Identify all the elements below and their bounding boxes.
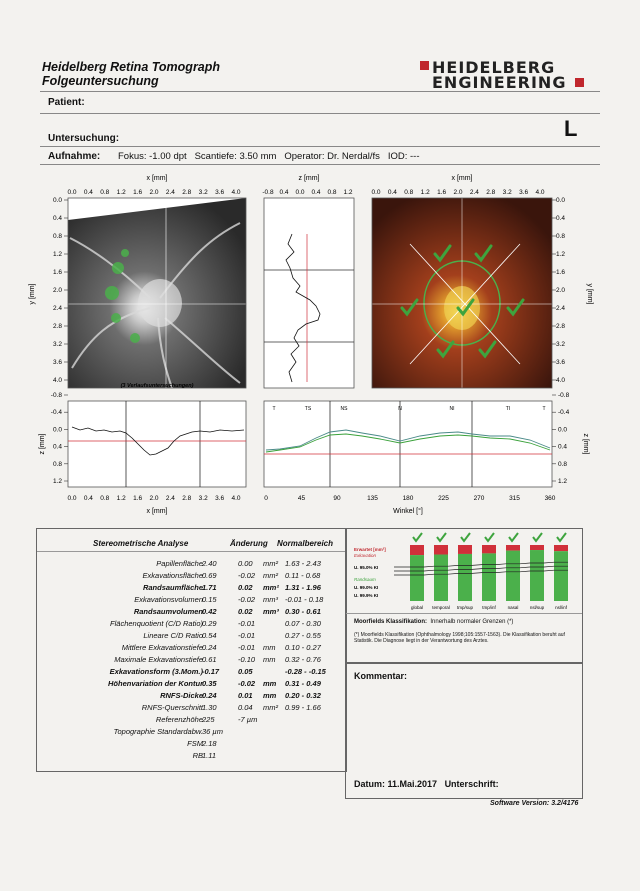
winkel-tick-label: 90 <box>333 495 341 502</box>
topography-image <box>372 198 552 388</box>
untersuchung-rule <box>40 146 600 147</box>
x-tick-label: 2.8 <box>182 189 192 196</box>
x-tick-label: 1.6 <box>133 495 143 502</box>
y-tick-label: 0.0 <box>52 426 62 434</box>
fokus-text: Fokus: -1.00 dpt <box>118 151 187 162</box>
x-tick-label: 1.2 <box>420 189 430 196</box>
z-tick-label: -0.8 <box>262 189 274 196</box>
right-y-label: y [mm] <box>586 283 593 305</box>
z-tick-label: 0.4 <box>311 189 321 196</box>
check-icon <box>509 533 518 541</box>
moorfields-box <box>345 528 583 664</box>
stereo-param-name: RNFS-Querschnitt <box>141 703 203 712</box>
stereo-param-range: 0.20 - 0.32 <box>285 691 321 700</box>
stereo-row <box>37 607 346 619</box>
stereo-param-unit: mm² <box>263 703 278 712</box>
moorfields-chart <box>346 529 582 619</box>
x-tick-label: 2.4 <box>165 189 175 196</box>
stereo-param-range: 0.31 - 0.49 <box>285 679 321 688</box>
stereo-param-change: 0.05 <box>238 667 253 676</box>
right-y-ticks <box>552 197 565 384</box>
y-tick-label: -0.8 <box>558 392 570 399</box>
mid-x-label: z [mm] <box>298 175 320 182</box>
x-tick-label: 1.6 <box>437 189 447 196</box>
kommentar-label: Kommentar: <box>354 671 408 681</box>
moor-bar-rim <box>554 551 568 601</box>
moor-sector-label: global <box>410 605 424 610</box>
stereo-param-value: 2.40 <box>202 559 217 568</box>
patient-rule <box>40 113 600 114</box>
moor-ci2: U. 99.0% KI <box>354 585 379 590</box>
y-tick-label: 2.8 <box>52 323 62 330</box>
stereo-row <box>37 751 346 763</box>
moor-sector-label: temporal <box>432 605 450 610</box>
sector-label: N <box>398 406 402 412</box>
unterschrift-label: Unterschrift: <box>444 779 499 789</box>
bottom-x-label: x [mm] <box>146 508 168 515</box>
image-area <box>0 168 640 518</box>
y-tick-label: -0.4 <box>558 409 570 417</box>
stereo-param-unit: mm² <box>263 583 279 592</box>
winkel-tick-label: 135 <box>367 495 378 502</box>
stereo-param-change: -0.10 <box>238 655 256 664</box>
winkel-tick-label: 225 <box>438 495 449 502</box>
x-tick-label: 0.0 <box>67 189 77 196</box>
moor-sector-label: nsl/sup <box>529 605 545 610</box>
header-rule <box>40 91 600 92</box>
stereo-row <box>37 643 346 655</box>
moor-sector-label: tmp/sup <box>456 605 474 610</box>
winkel-tick-label: 180 <box>402 495 414 502</box>
moor-bar-rim <box>458 554 472 601</box>
moor-classification <box>354 619 513 625</box>
stereo-param-change: -0.02 <box>238 595 256 604</box>
stereo-param-unit: mm³ <box>263 607 279 616</box>
left-x-ticks <box>67 189 240 196</box>
sector-label: T <box>542 406 546 412</box>
x-tick-label: 3.6 <box>215 189 225 196</box>
stereo-param-range: 0.10 - 0.27 <box>285 643 321 652</box>
untersuchung-label: Untersuchung: <box>48 133 120 144</box>
stereo-row <box>37 619 346 631</box>
stereo-param-value: 0.15 <box>202 595 217 604</box>
stereo-param-name: Exkavationsform (3.Mom.) <box>109 667 203 676</box>
moor-note: (*) Moorfields Klassifikation (Ophthalmology 1998;105:1557-1563). Die Klassifikation beruht auf Statistik. Die Diagnose liegt in der Verantwortung des Arztes. <box>354 632 565 644</box>
aufnahme-details <box>118 151 420 162</box>
tsnit-panel <box>264 401 552 487</box>
check-icon <box>485 533 494 541</box>
moor-classification-value: Innerhalb normaler Grenzen (*) <box>430 619 514 625</box>
stereo-param-name: Mittlere Exkavationstiefe <box>121 643 203 652</box>
left-y-label: y [mm] <box>29 283 36 305</box>
stereo-param-change: 0.04 <box>238 703 253 712</box>
z-tick-label: 0.8 <box>327 189 337 196</box>
x-tick-label: 2.4 <box>469 189 479 196</box>
datum-text: Datum: 11.Mai.2017 <box>354 779 438 789</box>
x-tick-label: 0.8 <box>100 495 110 502</box>
stereo-param-change: -7 µm <box>238 715 258 724</box>
moor-bar-cup <box>530 545 544 550</box>
stereo-param-name: Lineare C/D Ratio <box>143 631 203 640</box>
stereo-param-value: 36 µm <box>202 727 223 736</box>
y-tick-label: 2.0 <box>52 287 62 294</box>
moor-ci3: U. 99.9% KI <box>354 593 379 598</box>
stereo-param-range: -0.01 - 0.18 <box>285 595 324 604</box>
moor-bar-cup <box>554 545 568 551</box>
moor-sector-label: nsl/inf <box>555 605 567 610</box>
sector-label: NI <box>449 406 455 412</box>
heidelberg-logo <box>432 58 584 92</box>
stereo-row <box>37 631 346 643</box>
moor-bar-rim <box>506 551 520 601</box>
y-tick-label: 1.6 <box>52 269 62 276</box>
stereo-row <box>37 691 346 703</box>
x-tick-label: 4.0 <box>231 189 241 196</box>
stereo-param-value: 0.54 <box>202 631 217 640</box>
y-tick-label: 1.2 <box>558 478 568 485</box>
moor-sector-label: tmp/inf <box>482 605 496 610</box>
y-tick-label: 0.4 <box>558 443 568 451</box>
stereo-param-name: FSM <box>187 739 203 748</box>
stereo-param-range: 0.99 - 1.66 <box>285 703 321 712</box>
x-tick-label: 0.0 <box>67 495 77 502</box>
y-tick-label: -0.8 <box>50 392 62 399</box>
stereo-param-range: 0.30 - 0.61 <box>285 607 321 616</box>
stereo-param-name: Topographie Standardabw. <box>113 727 203 736</box>
stereo-param-change: 0.01 <box>238 691 253 700</box>
z-tick-label: 1.2 <box>343 189 353 196</box>
x-tick-label: 0.4 <box>387 189 397 196</box>
y-tick-label: 4.0 <box>52 377 62 384</box>
z-tick-label: 0.0 <box>295 189 305 196</box>
stereo-param-value: 0.35 <box>202 679 217 688</box>
winkel-tick-label: 315 <box>509 495 520 502</box>
stereo-param-name: Höhenvariation der Kontur <box>107 679 203 688</box>
stereo-param-unit: mm <box>263 643 276 652</box>
stereo-param-change: 0.02 <box>238 607 253 616</box>
y-tick-label: 0.8 <box>52 460 62 468</box>
stereo-param-name: Randsaumfläche <box>142 583 203 592</box>
stereo-row <box>37 679 346 691</box>
moor-ci1: U. 95.0% KI <box>354 565 379 570</box>
sector-label: T <box>272 406 276 412</box>
x-tick-label: 1.2 <box>116 189 126 196</box>
stereo-param-range: 0.11 - 0.68 <box>285 571 321 580</box>
y-tick-label: 4.0 <box>556 377 566 384</box>
moor-bar-rim <box>410 555 424 601</box>
right-x-label: x [mm] <box>451 175 473 182</box>
bottom-z-ticks <box>51 392 68 485</box>
moor-legend-rsm: Randsaum <box>354 577 376 582</box>
title-line1: Heidelberg Retina Tomograph <box>42 60 221 74</box>
height-profile-panel <box>68 401 246 487</box>
stereo-param-change: 0.00 <box>238 559 253 568</box>
x-tick-label: 4.0 <box>231 495 241 502</box>
stereo-param-range: 0.07 - 0.30 <box>285 619 321 628</box>
stereo-param-change: -0.02 <box>238 571 256 580</box>
logo-red-block <box>420 61 429 70</box>
x-tick-label: 3.2 <box>198 189 208 196</box>
check-icon <box>413 533 422 541</box>
iod-text: IOD: --- <box>387 151 420 162</box>
right-z-ticks <box>552 392 570 485</box>
y-tick-label: 2.4 <box>556 305 566 312</box>
check-icon <box>557 533 566 541</box>
stereo-param-name: Maximale Exkavationstiefe <box>114 655 203 664</box>
stereo-param-name: Papillenfläche <box>156 559 203 568</box>
patient-label: Patient: <box>48 97 85 108</box>
stereo-row <box>37 715 346 727</box>
y-tick-label: 3.2 <box>556 341 566 348</box>
y-tick-label: 0.0 <box>556 197 566 204</box>
winkel-ticks <box>264 495 556 502</box>
stereo-param-value: 2.18 <box>202 739 217 748</box>
logo-line1: HEIDELBERG <box>432 58 556 77</box>
moor-classification-label: Moorfields Klassifikation: <box>354 619 428 625</box>
moor-sector-label: nasal <box>507 605 519 610</box>
y-tick-label: 1.2 <box>52 251 62 258</box>
moor-bar-cup <box>410 545 424 555</box>
stereo-param-value: 1.11 <box>202 751 217 760</box>
winkel-tick-label: 0 <box>264 495 268 502</box>
scantiefe-text: Scantiefe: 3.50 mm <box>194 151 277 162</box>
stereo-param-change: -0.01 <box>238 619 256 628</box>
moor-bar-rim <box>482 553 496 601</box>
stereo-param-value: 0.24 <box>202 643 217 652</box>
moor-bar-rim <box>434 555 448 601</box>
stereo-row <box>37 583 346 595</box>
x-tick-label: 0.0 <box>371 189 381 196</box>
x-tick-label: 2.8 <box>486 189 496 196</box>
stereo-param-unit: mm <box>263 691 277 700</box>
x-tick-label: 1.6 <box>133 189 143 196</box>
x-tick-label: 0.4 <box>83 495 93 502</box>
moorfields-bars <box>394 533 568 610</box>
left-caption: (3 Verlaufsuntersuchungen) <box>120 383 194 389</box>
x-tick-label: 3.2 <box>502 189 512 196</box>
stereo-header-rule <box>37 551 346 552</box>
bottom-z-label: z [mm] <box>39 433 46 455</box>
x-tick-label: 0.4 <box>83 189 93 196</box>
moor-rule <box>346 613 582 614</box>
y-tick-label: -0.4 <box>50 409 62 417</box>
datum-signature-line <box>354 779 499 789</box>
moor-bar-cup <box>458 545 472 554</box>
stereo-row <box>37 595 346 607</box>
stereo-row <box>37 559 346 571</box>
stereo-param-unit: mm <box>263 679 277 688</box>
operator-text: Operator: Dr. Nerdal/fs <box>284 151 380 162</box>
stereo-param-value: 0.24 <box>202 691 217 700</box>
x-tick-label: 1.2 <box>116 495 126 502</box>
x-tick-label: 2.8 <box>182 495 192 502</box>
stereo-param-name: Referenzhöhe <box>155 715 203 724</box>
check-icon <box>533 533 542 541</box>
moor-legend-expected: Erwartet [mm²] <box>354 547 386 552</box>
stereo-row <box>37 655 346 667</box>
stereo-param-unit: mm <box>263 655 276 664</box>
title-line2: Folgeuntersuchung <box>42 74 159 88</box>
y-tick-label: 0.4 <box>52 443 62 451</box>
logo-red-block-2 <box>575 78 584 87</box>
stereo-param-change: -0.01 <box>238 631 256 640</box>
stereo-col-change: Änderung <box>230 539 268 548</box>
bottom-x-ticks <box>67 495 240 502</box>
sector-label: TS <box>304 406 312 412</box>
y-tick-label: 1.6 <box>556 269 566 276</box>
logo-line2: ENGINEERING <box>432 73 567 92</box>
stereo-param-name: Flächenquotient (C/D Ratio) <box>110 619 203 628</box>
right-z-label: z [mm] <box>582 433 589 455</box>
stereo-param-range: 0.32 - 0.76 <box>285 655 321 664</box>
moor-bar-cup <box>506 545 520 551</box>
check-icon <box>437 533 446 541</box>
stereo-param-value: 0.69 <box>202 571 217 580</box>
check-icon <box>461 533 470 541</box>
stereo-param-range: 1.63 - 2.43 <box>285 559 321 568</box>
moor-bar-rim <box>530 550 544 601</box>
stereo-param-range: -0.28 - -0.15 <box>285 667 326 676</box>
stereo-row <box>37 727 346 739</box>
winkel-tick-label: 360 <box>544 495 556 502</box>
y-tick-label: 3.2 <box>52 341 62 348</box>
moor-bar-cup <box>434 545 448 555</box>
winkel-tick-label: 270 <box>473 495 485 502</box>
stereo-param-unit: mm³ <box>263 595 278 604</box>
y-tick-label: 2.4 <box>52 305 62 312</box>
y-tick-label: 0.0 <box>558 426 568 434</box>
x-tick-label: 2.0 <box>149 189 159 196</box>
stereo-col-range: Normalbereich <box>277 539 334 548</box>
stereo-param-value: 225 <box>202 715 215 724</box>
stereo-param-name: RB <box>192 751 203 760</box>
stereo-param-change: -0.01 <box>238 643 256 652</box>
stereo-param-name: Exkavationsfläche <box>142 571 203 580</box>
y-tick-label: 0.0 <box>52 197 62 204</box>
stereo-param-change: -0.02 <box>238 679 256 688</box>
reflectance-image <box>68 198 246 389</box>
winkel-tick-label: 45 <box>297 495 306 502</box>
x-tick-label: 3.2 <box>198 495 208 502</box>
stereo-param-name: RNFS-Dicke <box>160 691 203 700</box>
eye-indicator: L <box>564 116 578 141</box>
x-tick-label: 2.0 <box>453 189 463 196</box>
right-x-ticks <box>371 189 544 196</box>
sector-label: TI <box>505 406 511 412</box>
stereo-row <box>37 571 346 583</box>
stereo-param-value: 0.61 <box>202 655 217 664</box>
software-version: Software Version: 3.2/4176 <box>490 800 579 807</box>
stereo-row <box>37 667 346 679</box>
stereo-param-name: Randsaumvolumen <box>133 607 203 616</box>
sector-label: NS <box>340 406 348 412</box>
x-tick-label: 0.8 <box>100 189 110 196</box>
moor-bar-cup <box>482 545 496 553</box>
aufnahme-label: Aufnahme: <box>48 151 101 162</box>
moor-legend-exk: Exkavation <box>354 553 377 558</box>
stereo-param-value: 0.29 <box>202 619 217 628</box>
mid-x-ticks <box>262 189 352 196</box>
y-tick-label: 0.8 <box>556 233 566 240</box>
left-x-label: x [mm] <box>146 175 168 182</box>
y-tick-label: 3.6 <box>52 359 62 366</box>
stereo-row <box>37 703 346 715</box>
report-title <box>42 60 220 88</box>
stereo-param-range: 1.31 - 1.96 <box>285 583 321 592</box>
z-profile-panel <box>264 198 354 388</box>
y-tick-label: 0.4 <box>52 215 62 222</box>
y-tick-label: 1.2 <box>556 251 566 258</box>
stereo-title: Stereometrische Analyse <box>93 539 189 548</box>
y-tick-label: 2.8 <box>556 323 566 330</box>
stereo-param-range: 0.27 - 0.55 <box>285 631 321 640</box>
stereo-param-value: -0.17 <box>202 667 220 676</box>
x-tick-label: 3.6 <box>519 189 529 196</box>
winkel-label: Winkel [°] <box>393 508 423 515</box>
x-tick-label: 2.0 <box>149 495 159 502</box>
y-tick-label: 2.0 <box>556 287 566 294</box>
stereo-param-change: 0.02 <box>238 583 253 592</box>
x-tick-label: 4.0 <box>535 189 545 196</box>
stereo-param-value: 0.42 <box>202 607 217 616</box>
y-tick-label: 0.8 <box>52 233 62 240</box>
x-tick-label: 3.6 <box>215 495 225 502</box>
y-tick-label: 1.2 <box>52 478 62 485</box>
aufnahme-rule <box>40 164 600 165</box>
stereo-param-value: 1.71 <box>202 583 217 592</box>
z-tick-label: 0.4 <box>279 189 289 196</box>
stereo-row <box>37 739 346 751</box>
y-tick-label: 3.6 <box>556 359 566 366</box>
stereo-param-name: Exkavationsvolumen <box>134 595 203 604</box>
stereo-param-unit: mm² <box>263 571 278 580</box>
stereo-param-value: 1.30 <box>202 703 217 712</box>
x-tick-label: 2.4 <box>165 495 175 502</box>
y-tick-label: 0.8 <box>558 460 568 468</box>
stereo-param-unit: mm² <box>263 559 278 568</box>
stereometric-analysis-table <box>36 528 347 772</box>
y-tick-label: 0.4 <box>556 215 566 222</box>
left-y-ticks <box>53 197 68 384</box>
kommentar-box <box>345 662 583 799</box>
x-tick-label: 0.8 <box>404 189 414 196</box>
